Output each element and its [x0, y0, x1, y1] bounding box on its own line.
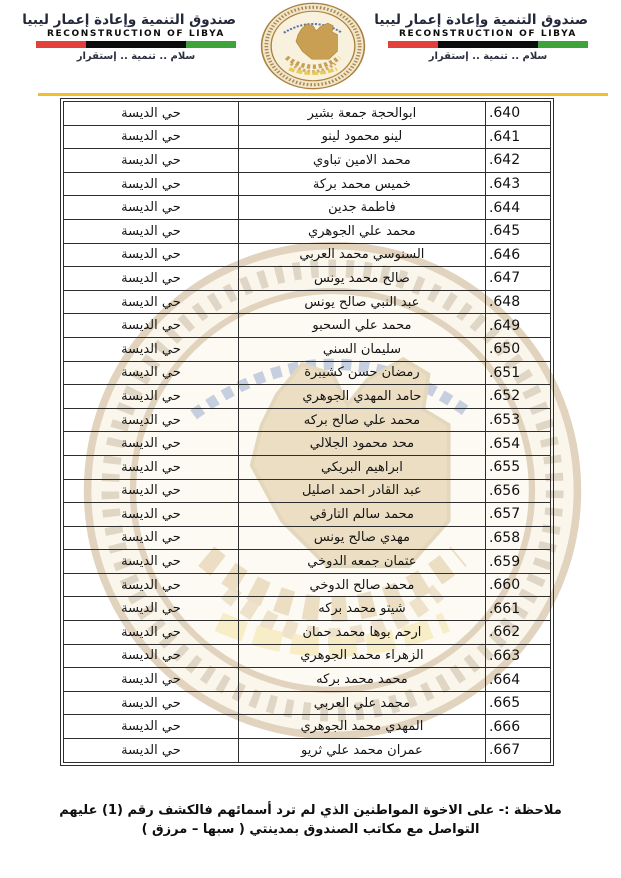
- row-district-cell: حي الديسة: [64, 715, 239, 739]
- row-number-cell: .641: [485, 125, 550, 149]
- table-row: [64, 290, 551, 314]
- row-district-cell: حي الديسة: [64, 243, 239, 267]
- row-name-cell: ارحم بوها محمد حمان: [238, 621, 485, 645]
- flag-stripe-black: [86, 41, 186, 48]
- row-name-cell: محمد سالم التارقي: [238, 503, 485, 527]
- fund-seal-icon: [260, 2, 366, 90]
- logo-title-arabic: صندوق التنمية وإعادة إعمار ليبيا: [22, 12, 236, 28]
- row-name-cell: عمران محمد علي ثريو: [238, 739, 485, 763]
- row-name-cell: ابوالحجة جمعة بشير: [238, 102, 485, 126]
- row-district-cell: حي الديسة: [64, 172, 239, 196]
- table-row: [64, 314, 551, 338]
- row-name-cell: حامد المهدي الجوهري: [238, 385, 485, 409]
- row-district-cell: حي الديسة: [64, 597, 239, 621]
- footer-note-line1: ملاحظة :- على الاخوة المواطنين الذي لم ترد أسمائهم فالكشف رقم (1) عليهم: [59, 803, 562, 818]
- flag-stripe-red: [36, 41, 86, 48]
- row-name-cell: عتمان جمعه الدوخي: [238, 550, 485, 574]
- row-district-cell: حي الديسة: [64, 621, 239, 645]
- row-district-cell: حي الديسة: [64, 573, 239, 597]
- row-district-cell: حي الديسة: [64, 739, 239, 763]
- row-number-cell: .649: [485, 314, 550, 338]
- row-name-cell: محمد علي صالح بركه: [238, 408, 485, 432]
- row-name-cell: المهدي محمد الجوهري: [238, 715, 485, 739]
- row-district-cell: حي الديسة: [64, 503, 239, 527]
- table-row: [64, 644, 551, 668]
- row-number-cell: .654: [485, 432, 550, 456]
- logo-right: [374, 12, 588, 62]
- table-row: [64, 715, 551, 739]
- row-number-cell: .655: [485, 455, 550, 479]
- table-row: [64, 621, 551, 645]
- row-number-cell: .644: [485, 196, 550, 220]
- table-row: [64, 408, 551, 432]
- table-row: [64, 597, 551, 621]
- row-name-cell: محمد علي العربي: [238, 691, 485, 715]
- logo-title-english: RECONSTRUCTION OF LIBYA: [47, 29, 225, 39]
- table-row: [64, 455, 551, 479]
- row-district-cell: حي الديسة: [64, 691, 239, 715]
- row-name-cell: محمد محمد بركه: [238, 668, 485, 692]
- logo-tagline: سلام .. تنمية .. إستقرار: [428, 51, 548, 62]
- row-number-cell: .647: [485, 267, 550, 291]
- row-district-cell: حي الديسة: [64, 432, 239, 456]
- row-district-cell: حي الديسة: [64, 550, 239, 574]
- table-row: [64, 243, 551, 267]
- row-number-cell: .664: [485, 668, 550, 692]
- footer-note-line2: التواصل مع مكاتب الصندوق بمدينتي ( سبها – مرزق ): [141, 821, 480, 837]
- row-district-cell: حي الديسة: [64, 267, 239, 291]
- row-number-cell: .661: [485, 597, 550, 621]
- row-district-cell: حي الديسة: [64, 337, 239, 361]
- row-district-cell: حي الديسة: [64, 479, 239, 503]
- row-number-cell: .650: [485, 337, 550, 361]
- row-number-cell: .651: [485, 361, 550, 385]
- row-name-cell: محد محمود الجلالي: [238, 432, 485, 456]
- row-name-cell: عبد النبي صالح يونس: [238, 290, 485, 314]
- row-district-cell: حي الديسة: [64, 668, 239, 692]
- row-name-cell: شيتو محمد بركه: [238, 597, 485, 621]
- names-table: [63, 101, 551, 763]
- row-name-cell: عبد القادر احمد اصليل: [238, 479, 485, 503]
- row-district-cell: حي الديسة: [64, 361, 239, 385]
- row-number-cell: .667: [485, 739, 550, 763]
- row-district-cell: حي الديسة: [64, 219, 239, 243]
- table-row: [64, 361, 551, 385]
- row-district-cell: حي الديسة: [64, 385, 239, 409]
- flag-stripe-red: [388, 41, 438, 48]
- table-row: [64, 573, 551, 597]
- table-row: [64, 432, 551, 456]
- row-number-cell: .648: [485, 290, 550, 314]
- table-row: [64, 479, 551, 503]
- table-row: [64, 125, 551, 149]
- row-district-cell: حي الديسة: [64, 125, 239, 149]
- row-district-cell: حي الديسة: [64, 290, 239, 314]
- row-number-cell: .652: [485, 385, 550, 409]
- row-number-cell: .646: [485, 243, 550, 267]
- table-row: [64, 503, 551, 527]
- logo-tagline: سلام .. تنمية .. إستقرار: [76, 51, 196, 62]
- table-row: [64, 739, 551, 763]
- row-district-cell: حي الديسة: [64, 455, 239, 479]
- row-name-cell: صالح محمد يونس: [238, 267, 485, 291]
- row-number-cell: .657: [485, 503, 550, 527]
- row-name-cell: محمد الامين تباوي: [238, 149, 485, 173]
- logo-left: [22, 12, 236, 62]
- row-name-cell: محمد علي الجوهري: [238, 219, 485, 243]
- table-row: [64, 267, 551, 291]
- gold-divider-line: [38, 93, 608, 96]
- table-row: [64, 526, 551, 550]
- table-row: [64, 149, 551, 173]
- logo-title-english: RECONSTRUCTION OF LIBYA: [399, 29, 577, 39]
- flag-stripe-green: [538, 41, 588, 48]
- row-district-cell: حي الديسة: [64, 314, 239, 338]
- logo-title-arabic: صندوق التنمية وإعادة إعمار ليبيا: [374, 12, 588, 28]
- table-row: [64, 668, 551, 692]
- row-district-cell: حي الديسة: [64, 644, 239, 668]
- table-row: [64, 219, 551, 243]
- table-row: [64, 172, 551, 196]
- names-table-container: [60, 98, 554, 766]
- row-number-cell: .662: [485, 621, 550, 645]
- footer-note: [0, 802, 621, 840]
- row-district-cell: حي الديسة: [64, 102, 239, 126]
- row-name-cell: محمد علي السحبو: [238, 314, 485, 338]
- row-name-cell: خميس محمد بركة: [238, 172, 485, 196]
- row-name-cell: ابراهيم البريكي: [238, 455, 485, 479]
- row-name-cell: رمضان حسن كشيبرة: [238, 361, 485, 385]
- row-district-cell: حي الديسة: [64, 526, 239, 550]
- table-row: [64, 196, 551, 220]
- row-name-cell: مهدي صالح يونس: [238, 526, 485, 550]
- row-number-cell: .645: [485, 219, 550, 243]
- libya-flag-bar: [388, 41, 588, 48]
- row-number-cell: .659: [485, 550, 550, 574]
- row-number-cell: .658: [485, 526, 550, 550]
- flag-stripe-black: [438, 41, 538, 48]
- table-row: [64, 337, 551, 361]
- table-row: [64, 691, 551, 715]
- row-name-cell: فاطمة جدين: [238, 196, 485, 220]
- row-name-cell: السنوسي محمد العربي: [238, 243, 485, 267]
- row-name-cell: الزهراء محمد الجوهري: [238, 644, 485, 668]
- libya-flag-bar: [36, 41, 236, 48]
- table-row: [64, 550, 551, 574]
- row-number-cell: .653: [485, 408, 550, 432]
- row-number-cell: .642: [485, 149, 550, 173]
- row-name-cell: سليمان السني: [238, 337, 485, 361]
- row-number-cell: .663: [485, 644, 550, 668]
- row-district-cell: حي الديسة: [64, 149, 239, 173]
- row-district-cell: حي الديسة: [64, 408, 239, 432]
- row-number-cell: .660: [485, 573, 550, 597]
- row-number-cell: .643: [485, 172, 550, 196]
- row-number-cell: .640: [485, 102, 550, 126]
- row-name-cell: لينو محمود لينو: [238, 125, 485, 149]
- flag-stripe-green: [186, 41, 236, 48]
- row-number-cell: .666: [485, 715, 550, 739]
- table-row: [64, 385, 551, 409]
- table-row: [64, 102, 551, 126]
- row-name-cell: محمد صالح الدوخي: [238, 573, 485, 597]
- row-number-cell: .665: [485, 691, 550, 715]
- row-number-cell: .656: [485, 479, 550, 503]
- row-district-cell: حي الديسة: [64, 196, 239, 220]
